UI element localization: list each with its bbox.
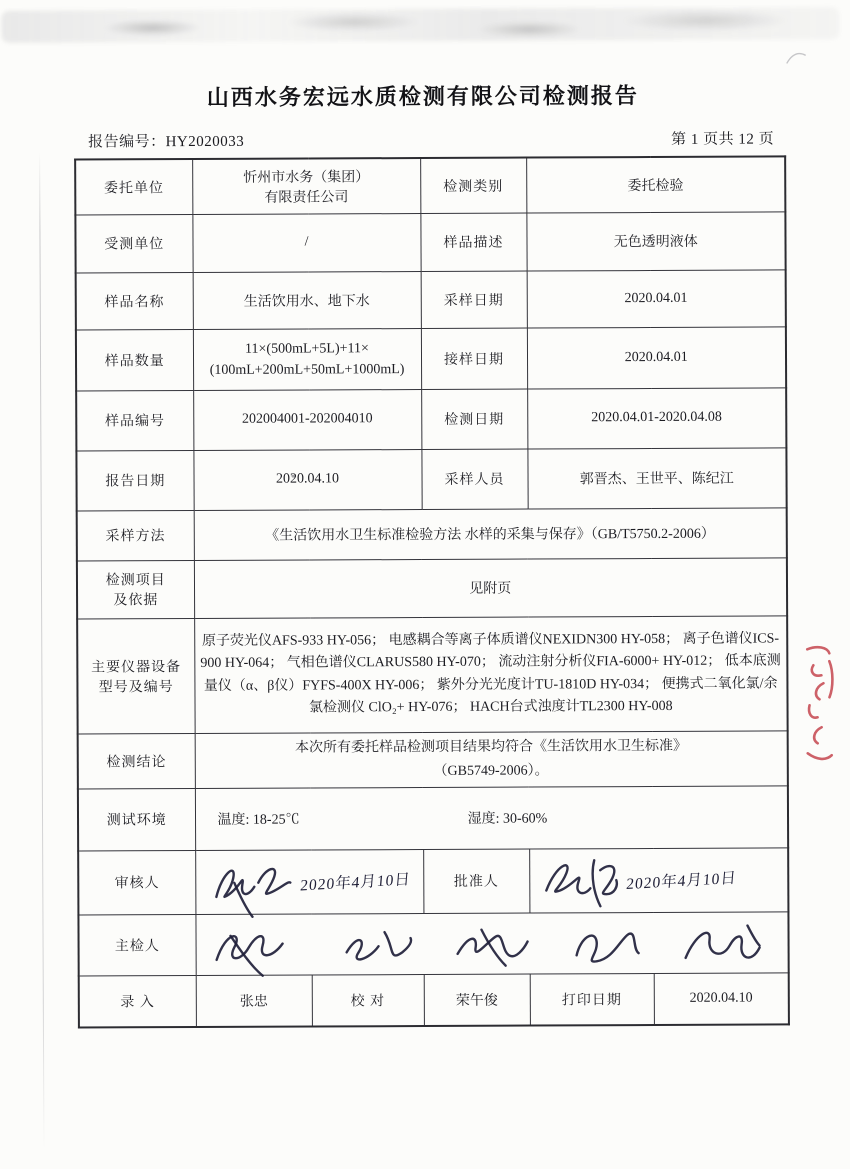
approver-cell xyxy=(529,847,788,912)
sampling-date-label: 采样日期 xyxy=(421,271,527,328)
test-items-value: 见附页 xyxy=(194,557,787,618)
sample-id-label: 样品编号 xyxy=(76,390,193,451)
instruments-value: 原子荧光仪AFS-933 HY-056； 电感耦合等离子体质谱仪NEXIDN300 HY-058； 离子色谱仪ICS-900 HY-064； 气相色谱仪CLARUS580 HY-070； 流动注射分析仪FIA-6000+ HY-012； 低本底测量仪（α、β仪）FYFS-400X HY-006； 紫外分光光度计TU-1810D HY-034； 便携式二氧化氯/余氯检测仪 ClO₂+ HY-076； HACH台式浊度计TL2300 HY-008 xyxy=(194,615,787,733)
report-meta-row xyxy=(88,127,774,151)
test-items-label: 检测项目 及依据 xyxy=(77,560,194,619)
scan-corner-mark xyxy=(786,48,808,66)
client-label: 委托单位 xyxy=(75,159,192,215)
entry-value: 张忠 xyxy=(196,974,312,1027)
sample-name-value: 生活饮用水、地下水 xyxy=(193,271,421,329)
inspector-signature-3 xyxy=(452,921,532,965)
table-row xyxy=(76,269,786,329)
instruments-label: 主要仪器设备 型号及编号 xyxy=(77,618,195,734)
environment-label: 测试环境 xyxy=(78,788,195,851)
approver-label: 批准人 xyxy=(423,849,529,913)
table-row xyxy=(78,911,788,975)
tested-unit-label: 受测单位 xyxy=(75,214,192,273)
report-title: 山西水务宏远水质检测有限公司检测报告 xyxy=(206,83,639,110)
report-date-value: 2020.04.10 xyxy=(193,449,421,510)
table-row xyxy=(77,507,787,560)
sample-description-label: 样品描述 xyxy=(420,213,526,271)
sampling-method-value: 《生活饮用水卫生标准检验方法 水样的采集与保存》（GB/T5750.2-2006） xyxy=(194,507,787,560)
print-date-value: 2020.04.10 xyxy=(654,972,789,1025)
conclusion-value: 本次所有委托样品检测项目结果均符合《生活饮用水卫生标准》 （GB5749-2006）。 xyxy=(195,730,788,788)
table-row xyxy=(77,557,787,618)
table-row xyxy=(77,615,787,733)
sampling-personnel-label: 采样人员 xyxy=(421,449,527,509)
table-row xyxy=(75,211,785,272)
sample-name-label: 样品名称 xyxy=(76,272,193,330)
entry-label: 录 入 xyxy=(79,975,196,1028)
client-value: 忻州市水务（集团） 有限责任公司 xyxy=(192,158,420,214)
inspector-signature-5 xyxy=(677,919,761,965)
table-row xyxy=(76,447,786,510)
table-row xyxy=(79,972,789,1027)
table-row xyxy=(78,785,788,850)
temperature-value: 温度: 18-25℃ xyxy=(217,812,300,828)
humidity-value: 湿度: 30-60% xyxy=(467,811,548,827)
reviewer-cell xyxy=(195,849,423,914)
inspector-signature-2 xyxy=(339,922,415,966)
chief-inspector-cell xyxy=(195,911,788,975)
chief-inspector-label: 主检人 xyxy=(78,914,195,976)
report-number: 报告编号：HY2020033 xyxy=(88,133,245,151)
test-date-value: 2020.04.01-2020.04.08 xyxy=(527,387,786,448)
sampling-method-label: 采样方法 xyxy=(77,510,194,561)
table-row xyxy=(75,156,785,214)
table-row xyxy=(78,730,788,788)
sampling-date-value: 2020.04.01 xyxy=(527,269,786,327)
approval-date: 2020年4月10日 xyxy=(625,869,738,894)
print-date-label: 打印日期 xyxy=(530,973,654,1026)
inspector-signature-1 xyxy=(210,921,302,967)
sample-quantity-label: 样品数量 xyxy=(76,329,193,391)
table-row xyxy=(76,387,786,450)
test-category-value: 委托检验 xyxy=(526,156,785,212)
sample-description-value: 无色透明液体 xyxy=(526,211,785,270)
report-date-label: 报告日期 xyxy=(76,450,193,511)
page-number: 第 1 页共 12 页 xyxy=(671,131,775,148)
test-category-label: 检测类别 xyxy=(420,158,526,213)
environment-value xyxy=(195,785,788,850)
test-date-label: 检测日期 xyxy=(421,389,527,449)
table-row xyxy=(78,847,788,914)
review-date: 2020年4月10日 xyxy=(299,871,412,895)
reviewer-signature xyxy=(206,857,292,907)
table-row xyxy=(76,326,786,390)
reviewer-label: 审核人 xyxy=(78,850,195,915)
tested-unit-value: / xyxy=(192,213,420,272)
sample-id-value: 202004001-202004010 xyxy=(193,389,421,450)
scan-artifact-band xyxy=(1,7,839,43)
receipt-date-label: 接样日期 xyxy=(421,328,527,389)
red-seal-fragment xyxy=(799,643,840,778)
proofread-value: 荣午俊 xyxy=(424,974,530,1026)
sampling-personnel-value: 郭晋杰、王世平、陈纪江 xyxy=(527,447,786,508)
report-info-table xyxy=(74,155,790,1028)
receipt-date-value: 2020.04.01 xyxy=(527,326,786,388)
page-fold-line xyxy=(39,152,44,1152)
conclusion-label: 检测结论 xyxy=(78,733,195,789)
proofread-label: 校 对 xyxy=(312,974,424,1026)
inspector-signature-4 xyxy=(569,921,641,965)
sample-quantity-value: 11×(500mL+5L)+11× (100mL+200mL+50mL+1000mL) xyxy=(193,328,421,390)
approver-signature xyxy=(540,854,618,906)
